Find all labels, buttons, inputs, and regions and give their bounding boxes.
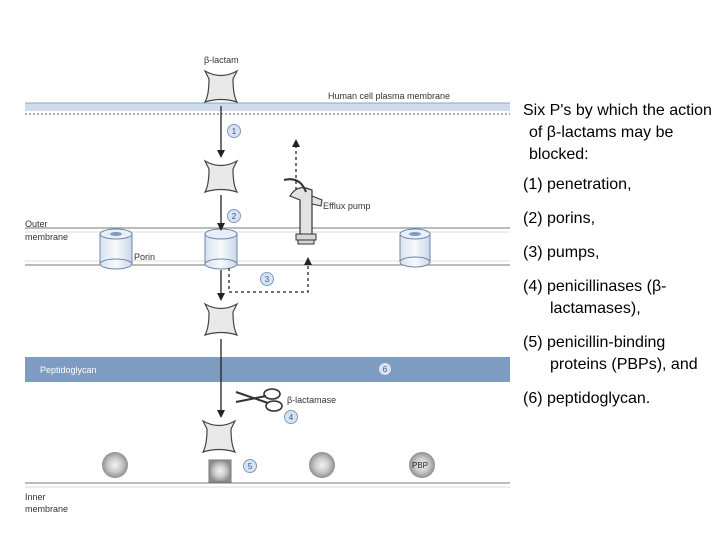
- beta-lactam-molecule-3: [205, 304, 237, 335]
- list-item: (6) peptidoglycan.: [523, 390, 651, 407]
- porin-label: Porin: [134, 252, 156, 262]
- step-badge-4: [285, 411, 298, 424]
- mechanism-list: [523, 174, 715, 410]
- pbp-bound-square: [209, 460, 231, 482]
- beta-lactam-molecule-top: [205, 71, 237, 102]
- outer-membrane-label-line1: Outer: [25, 219, 48, 229]
- svg-text:4: 4: [288, 413, 294, 422]
- svg-text:3: 3: [264, 275, 270, 284]
- pbp-blob-1: [102, 452, 128, 478]
- efflux-pump-icon: [284, 179, 322, 244]
- porin-left: [100, 229, 132, 269]
- svg-text:1: 1: [231, 127, 237, 136]
- pbp-label: PBP: [412, 461, 429, 470]
- side-text-panel: [523, 100, 715, 422]
- beta-lactam-molecule-4: [203, 421, 235, 452]
- svg-text:6: 6: [382, 365, 388, 374]
- list-item: (1) penetration,: [523, 176, 632, 193]
- human-plasma-membrane: [25, 103, 510, 114]
- inner-membrane-label-line1: Inner: [25, 492, 46, 502]
- beta-lactamase-label: β-lactamase: [287, 395, 337, 405]
- beta-lactamase-scissors-icon: [236, 389, 282, 411]
- efflux-pump-label: Efflux pump: [323, 201, 371, 211]
- beta-lactam-molecule-2: [205, 161, 237, 192]
- step-badge-1: [228, 125, 241, 138]
- step-badge-3: [261, 273, 274, 286]
- step-badge-5: [244, 460, 257, 473]
- outer-membrane-label-line2: membrane: [25, 232, 69, 242]
- outer-membrane: [25, 228, 510, 265]
- list-item: (4) penicillinases (β-lactamases),: [523, 278, 667, 317]
- list-item: (3) pumps,: [523, 244, 600, 261]
- step-badge-6: [379, 363, 392, 376]
- porin-center: [205, 229, 237, 269]
- beta-lactam-label: β-lactam: [204, 55, 239, 65]
- step-badge-2: [228, 210, 241, 223]
- inner-membrane-label-line2: membrane: [25, 504, 69, 514]
- porin-right: [400, 229, 430, 267]
- inner-membrane: [25, 483, 510, 487]
- svg-text:5: 5: [247, 462, 253, 471]
- list-item: (2) porins,: [523, 210, 596, 227]
- list-item: (5) penicillin-binding proteins (PBPs), and: [523, 334, 698, 373]
- peptidoglycan-band: [25, 357, 510, 382]
- human-membrane-label: Human cell plasma membrane: [328, 91, 451, 101]
- pbp-blob-2: [309, 452, 335, 478]
- svg-text:2: 2: [231, 212, 237, 221]
- side-text-heading: Six P's by which the action of β-lactams may be blocked:: [523, 102, 712, 163]
- peptidoglycan-label: Peptidoglycan: [40, 365, 97, 375]
